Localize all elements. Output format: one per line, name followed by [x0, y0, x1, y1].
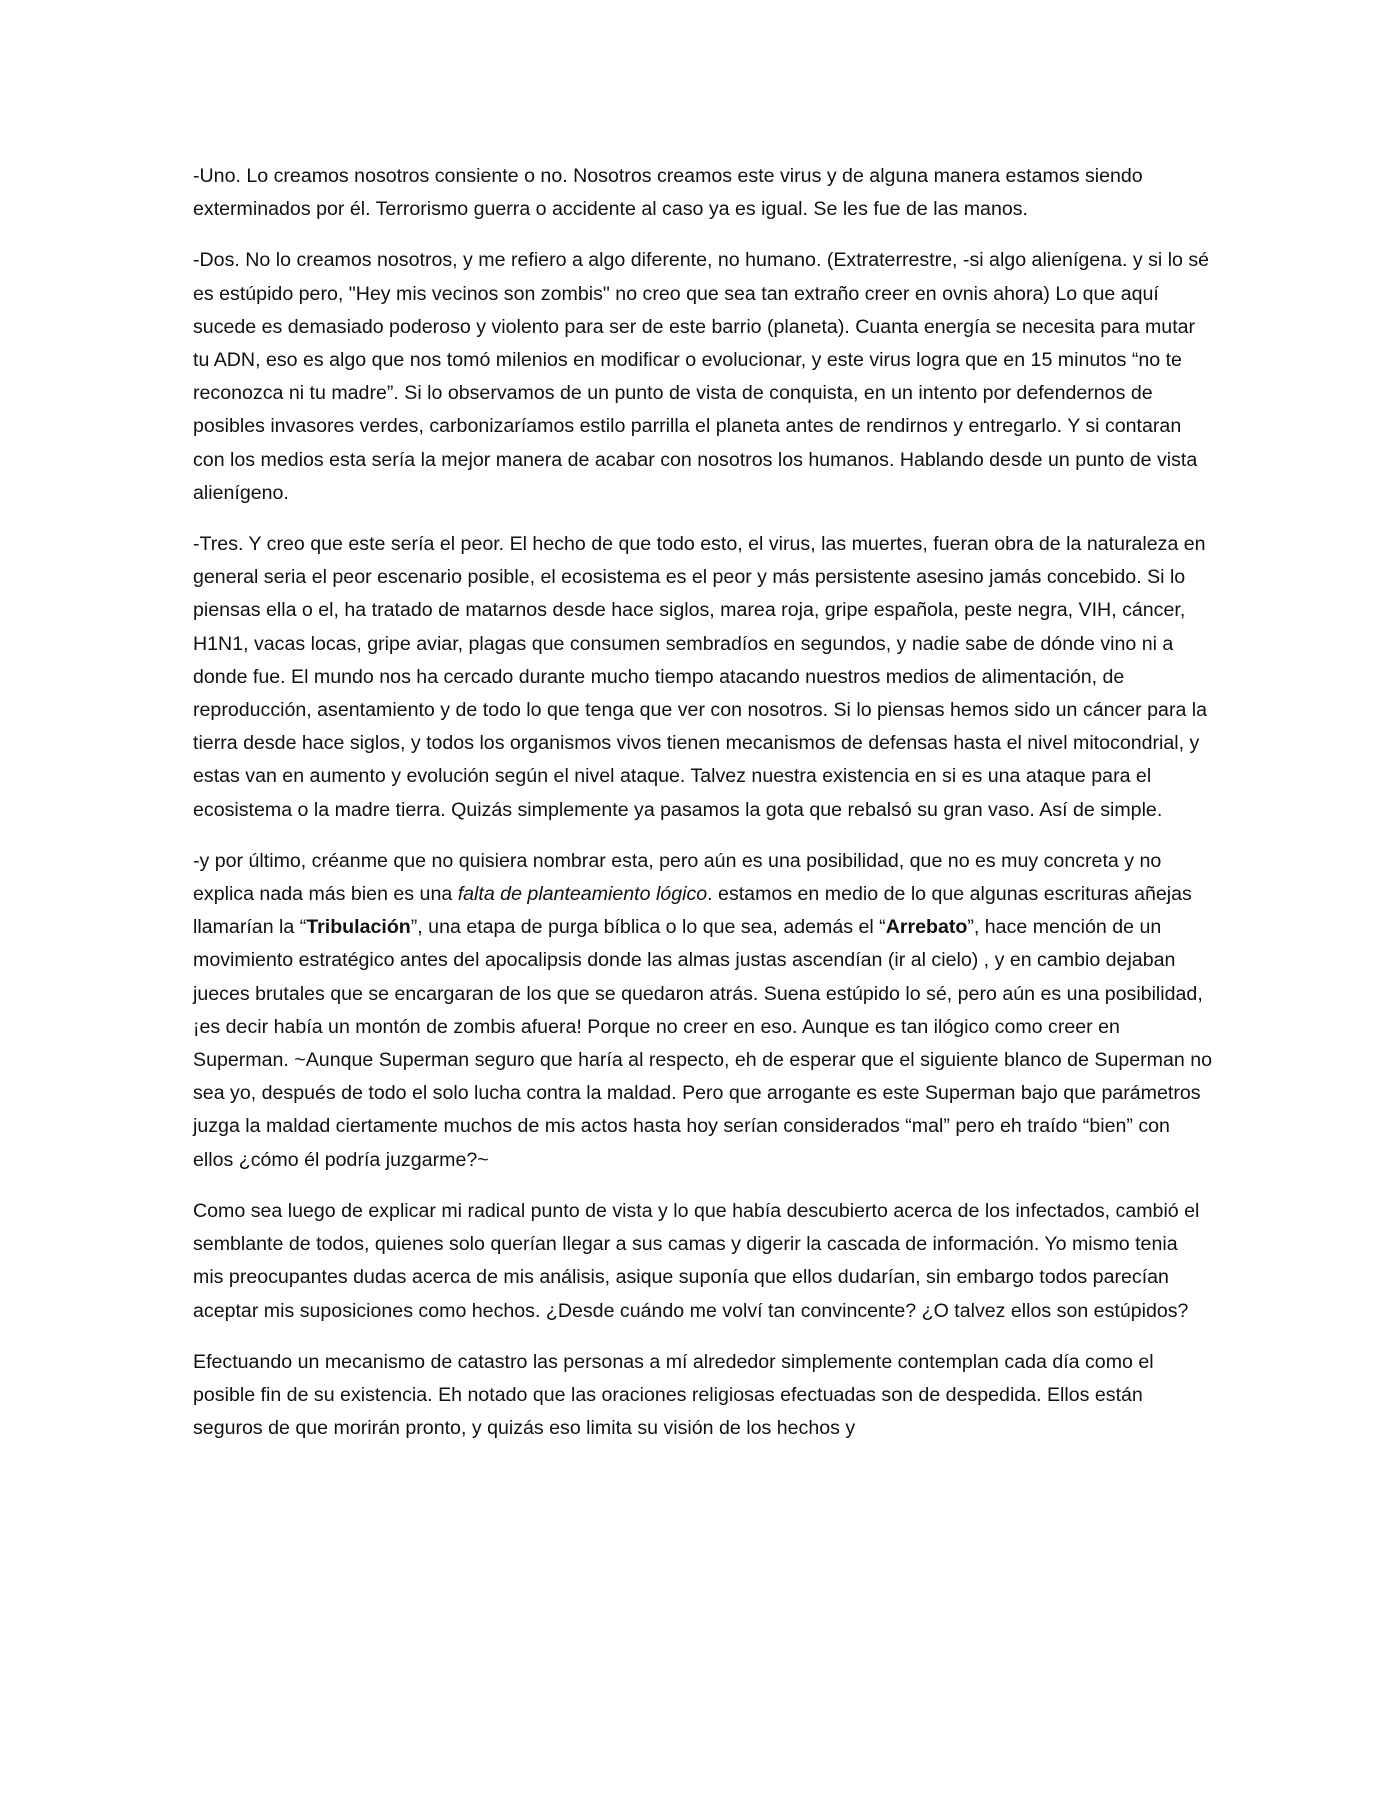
paragraph-efectuando [193, 1346, 1213, 1446]
bold-term: Arrebato [885, 916, 968, 939]
paragraph-uno [193, 160, 1213, 226]
text-run: Como sea luego de explicar mi radical punto de vista y lo que había descubierto acerca de los infectados, cambió el semblante de todos, quienes solo querían llegar a sus camas y digerir la cascada de información. Yo mismo tenia mis preocupantes dudas acerca de mis análisis, asique suponía que ellos dudarían, sin embargo todos parecían aceptar mis suposiciones como hechos. ¿Desde cuándo me volví tan convincente? ¿O talvez ellos son estúpidos? [193, 1199, 1200, 1322]
paragraph-tres [193, 528, 1213, 827]
text-run: ”, hace mención de un movimiento estratégico antes del apocalipsis donde las almas justas ascendían (ir al cielo) , y en cambio dejaban jueces brutales que se encargaran de los que se quedaron atrás. Suena estúpido lo sé, pero aún es una posibilidad, ¡es decir había un montón de zombis afuera! Porque no creer en eso. Aunque es tan ilógico como creer en Superman. ~Aunque Superman seguro que haría al respecto, eh de esperar que el siguiente blanco de Superman no sea yo, después de todo el solo lucha contra la maldad. Pero que arrogante es este Superman bajo que parámetros juzga la maldad ciertamente muchos de mis actos hasta hoy serían considerados “mal” pero eh traído “bien” con ellos ¿cómo él podría juzgarme?~ [193, 916, 1213, 1171]
document-body [193, 160, 1213, 1463]
text-run: -Uno. Lo creamos nosotros consiente o no. Nosotros creamos este virus y de alguna manera estamos siendo exterminados por él. Terrorismo guerra o accidente al caso ya es igual. Se les fue de las manos. [193, 165, 1143, 221]
text-run: -Tres. Y creo que este sería el peor. El hecho de que todo esto, el virus, las muertes, fueran obra de la naturaleza en general seria el peor escenario posible, el ecosistema es el peor y más persistente asesino jamás concebido. Si lo piensas ella o el, ha tratado de matarnos desde hace siglos, marea roja, gripe española, peste negra, VIH, cáncer, H1N1, vacas locas, gripe aviar, plagas que consumen sembradíos en segundos, y nadie sabe de dónde vino ni a donde fue. El mundo nos ha cercado durante mucho tiempo atacando nuestros medios de alimentación, de reproducción, asentamiento y de todo lo que tenga que ver con nosotros. Si lo piensas hemos sido un cáncer para la tierra desde hace siglos, y todos los organismos vivos tienen mecanismos de defensas hasta el nivel mitocondrial, y estas van en aumento y evolución según el nivel ataque. Talvez nuestra existencia en si es una ataque para el ecosistema o la madre tierra. Quizás simplemente ya pasamos la gota que rebalsó su gran vaso. Así de simple. [193, 533, 1208, 821]
text-run: . estamos en medio de lo que algunas escrituras añejas llamarían la “ [193, 883, 1192, 939]
italic-text-run: falta de planteamiento lógico [457, 883, 708, 906]
text-run: ”, una etapa de purga bíblica o lo que sea, además el “ [410, 916, 886, 939]
bold-term: Tribulación [306, 916, 411, 939]
paragraph-dos [193, 244, 1213, 510]
text-run: -y por último, créanme que no quisiera nombrar esta, pero aún es una posibilidad, que no es muy concreta y no explica nada más bien es una [193, 849, 1162, 906]
paragraph-por-ultimo [193, 845, 1213, 1177]
text-run: -Dos. No lo creamos nosotros, y me refiero a algo diferente, no humano. (Extraterrestre, -si algo alienígena. y si lo sé es estúpido pero, "Hey mis vecinos son zombis" no creo que sea tan extraño creer en ovnis ahora) Lo que aquí sucede es demasiado poderoso y violento para ser de este barrio (planeta). Cuanta energía se necesita para mutar tu ADN, eso es algo que nos tomó milenios en modificar o evolucionar, y este virus logra que en 15 minutos “no te reconozca ni tu madre”. Si lo observamos de un punto de vista de conquista, en un intento por defendernos de posibles invasores verdes, carbonizaríamos estilo parrilla el planeta antes de rendirnos y entregarlo. Y si contaran con los medios esta sería la mejor manera de acabar con nosotros los humanos. Hablando desde un punto de vista alienígeno. [193, 249, 1210, 504]
text-run: Efectuando un mecanismo de catastro las personas a mí alrededor simplemente contemplan cada día como el posible fin de su existencia. Eh notado que las oraciones religiosas efectuadas son de despedida. Ellos están seguros de que morirán pronto, y quizás eso limita su visión de los hechos y [193, 1350, 1154, 1440]
paragraph-como-sea [193, 1195, 1213, 1328]
